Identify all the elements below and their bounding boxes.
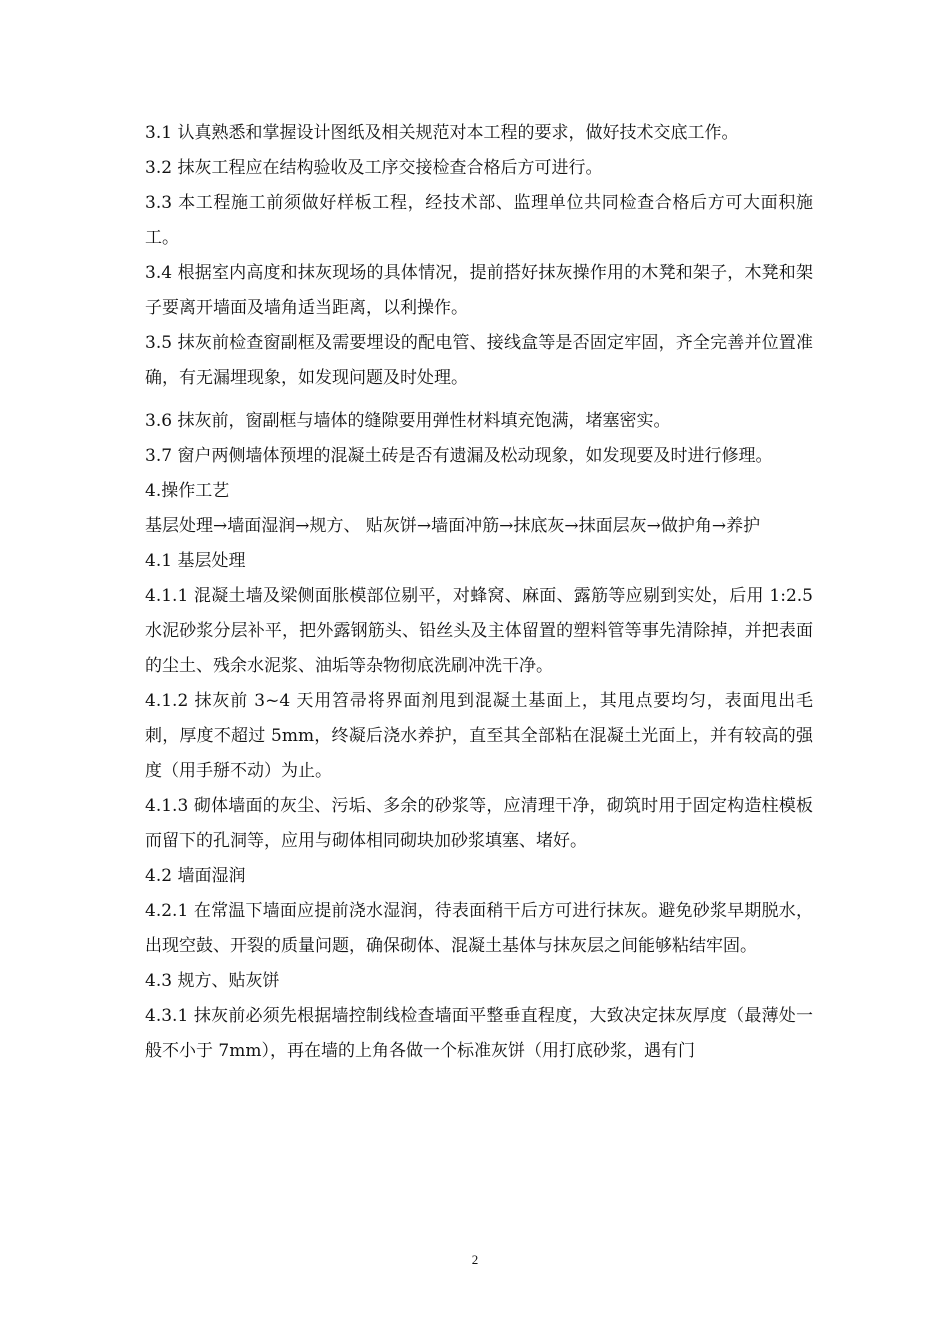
paragraph-3-6: 3.6 抹灰前，窗副框与墙体的缝隙要用弹性材料填充饱满，堵塞密实。 [145, 411, 671, 431]
paragraph-4-2-1: 4.2.1 在常温下墙面应提前浇水湿润，待表面稍干后方可进行抹灰。避免砂浆早期脱水，出现空鼓、开裂的质量问题，确保砌体、混凝土基体与抹灰层之间能够粘结牢固。 [145, 901, 813, 956]
section-heading-4-2: 4.2 墙面湿润 [145, 866, 246, 886]
paragraph-4-1-3: 4.1.3 砌体墙面的灰尘、污垢、多余的砂浆等，应清理干净，砌筑时用于固定构造柱模板而留下的孔洞等，应用与砌体相同砌块加砂浆填塞、堵好。 [145, 796, 813, 851]
document-body [145, 116, 813, 1069]
paragraph-4-1-2: 4.1.2 抹灰前 3~4 天用笤帚将界面剂甩到混凝土基面上，其甩点要均匀，表面甩出毛刺，厚度不超过 5mm，终凝后浇水养护，直至其全部粘在混凝土光面上，并有较高的强度（用手掰不动）为止。 [145, 691, 813, 781]
paragraph-4-1-1: 4.1.1 混凝土墙及梁侧面胀模部位剔平，对蜂窝、麻面、露筋等应剔到实处，后用 1:2.5 水泥砂浆分层补平，把外露钢筋头、铅丝头及主体留置的塑料管等事先清除掉，并把表面的尘土、残余水泥浆、油垢等杂物彻底洗刷冲洗干净。 [145, 586, 813, 676]
section-heading-4-3: 4.3 规方、贴灰饼 [145, 971, 280, 991]
section-heading-4-1: 4.1 基层处理 [145, 551, 246, 571]
process-flow: 基层处理→墙面湿润→规方、 贴灰饼→墙面冲筋→抹底灰→抹面层灰→做护角→养护 [145, 516, 761, 536]
paragraph-3-3: 3.3 本工程施工前须做好样板工程，经技术部、监理单位共同检查合格后方可大面积施工。 [145, 193, 813, 248]
page-number: 2 [471, 1252, 479, 1267]
paragraph-3-1: 3.1 认真熟悉和掌握设计图纸及相关规范对本工程的要求，做好技术交底工作。 [145, 123, 739, 143]
paragraph-3-5: 3.5 抹灰前检查窗副框及需要埋设的配电管、接线盒等是否固定牢固，齐全完善并位置准确，有无漏埋现象，如发现问题及时处理。 [145, 333, 813, 388]
paragraph-3-7: 3.7 窗户两侧墙体预埋的混凝土砖是否有遗漏及松动现象，如发现要及时进行修理。 [145, 446, 773, 466]
paragraph-3-2: 3.2 抹灰工程应在结构验收及工序交接检查合格后方可进行。 [145, 158, 603, 178]
paragraph-4-3-1: 4.3.1 抹灰前必须先根据墙控制线检查墙面平整垂直程度，大致决定抹灰厚度（最薄处一般不小于 7mm），再在墙的上角各做一个标准灰饼（用打底砂浆，遇有门 [145, 1006, 813, 1061]
paragraph-3-4: 3.4 根据室内高度和抹灰现场的具体情况，提前搭好抹灰操作用的木凳和架子，木凳和架子要离开墙面及墙角适当距离，以利操作。 [145, 263, 813, 318]
section-heading-4: 4.操作工艺 [145, 481, 230, 501]
